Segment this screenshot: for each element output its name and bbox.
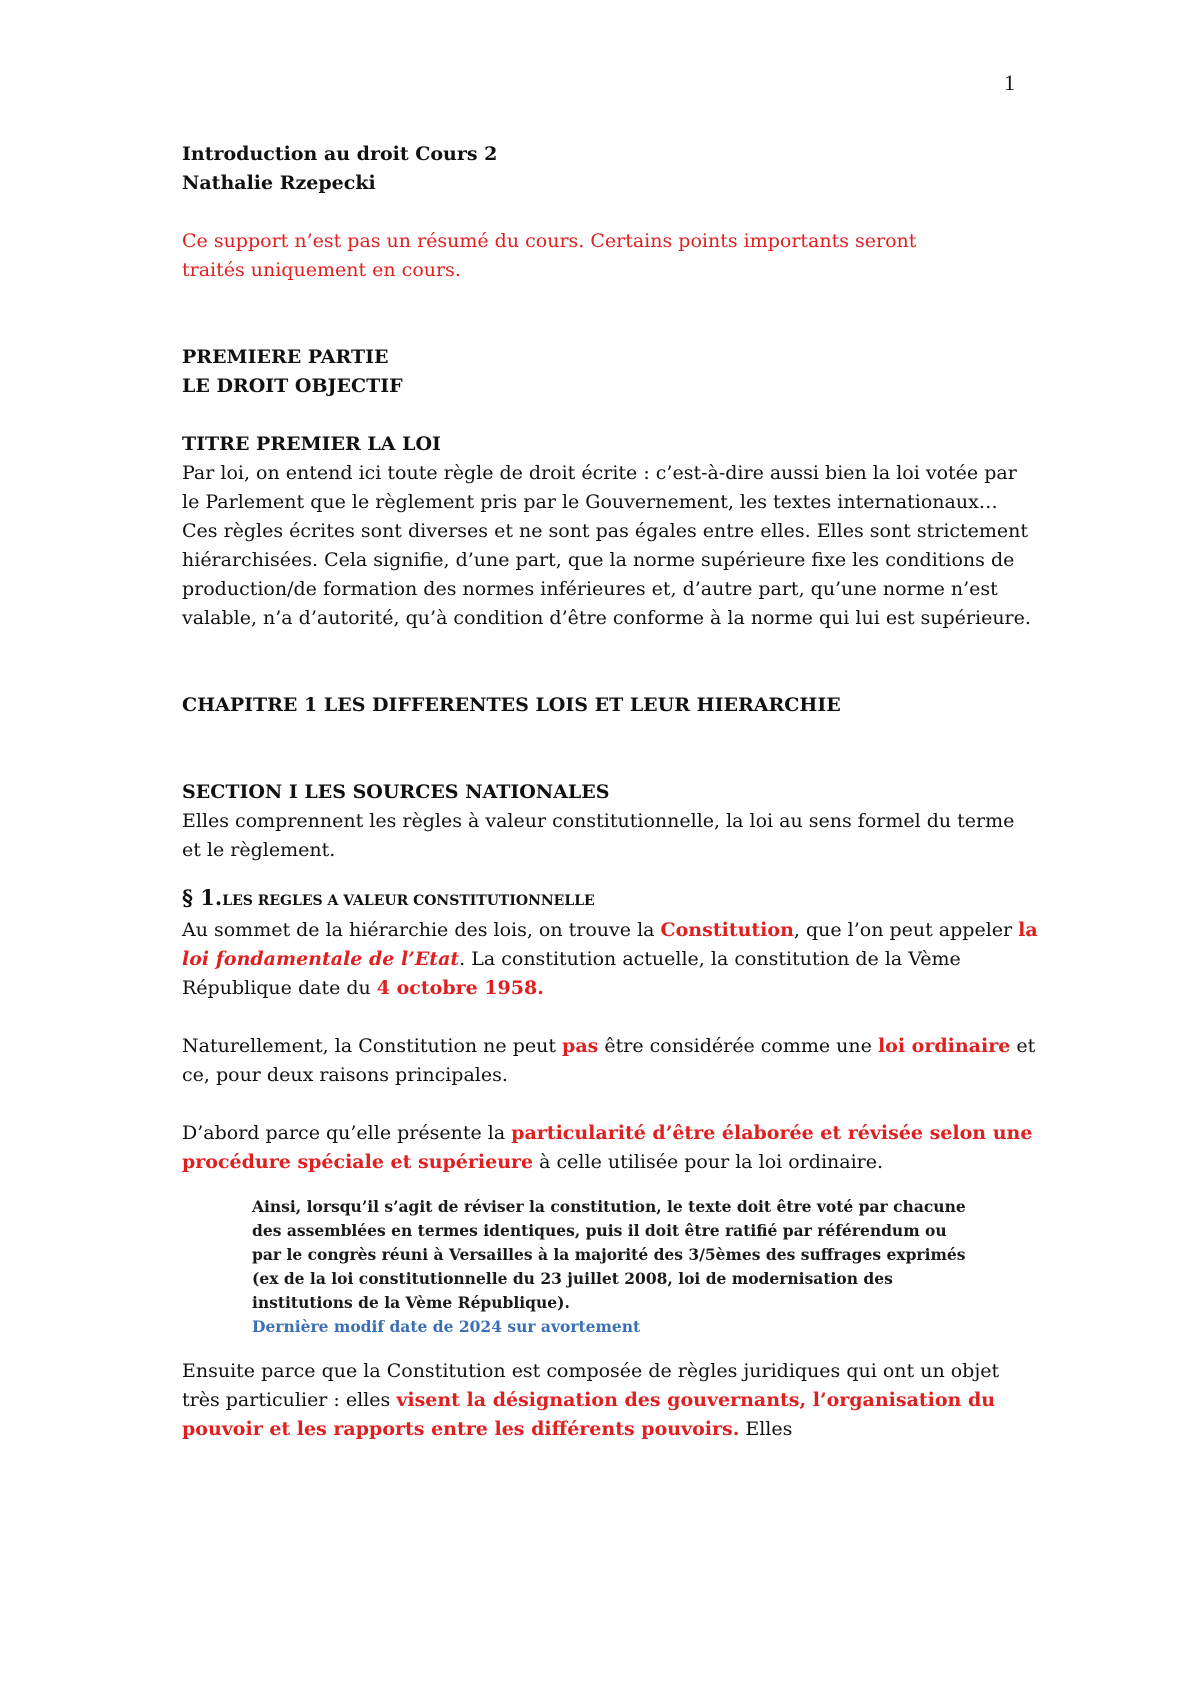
text-run: Naturellement, la Constitution ne peut — [182, 1035, 563, 1057]
paragraph-4-text — [182, 1357, 1038, 1444]
highlight-pas: pas — [562, 1035, 599, 1057]
highlight-objet: visent la désignation des gouvernants, l’organisation du pouvoir et les rapports entre les différents pouvoirs. — [182, 1389, 996, 1440]
paragraph-number: § 1. — [182, 885, 223, 910]
note-text: Ainsi, lorsqu’il s’agit de réviser la constitution, le texte doit être voté par chacune des assemblées en termes identiques, puis il doit être ratifié par référendum ou par le congrès réuni à Versailles à la majorité des 3/5èmes des suffrages exprimés (ex de la loi constitutionnelle du 23 juillet 2008, loi de modernisation des institutions de la Vème République). — [252, 1197, 966, 1312]
disclaimer-line-1: Ce support n’est pas un résumé du cours. Certains points importants seront — [182, 230, 917, 252]
paragraph-3-text — [182, 1119, 1038, 1177]
highlight-loi-ordinaire: loi ordinaire — [877, 1035, 1011, 1057]
highlight-loi-fondamentale: loi fondamentale de l’Etat — [182, 948, 460, 970]
highlight-date: 4 octobre 1958. — [376, 977, 544, 999]
text-run: D’abord parce qu’elle présente la — [182, 1122, 512, 1144]
paragraph-1-text — [182, 916, 1038, 1003]
text-run: Elles — [739, 1418, 793, 1440]
text-run: , que l’on peut appeler — [793, 919, 1019, 941]
note-blue-remark: Dernière modif date de 2024 sur avortement — [252, 1317, 641, 1336]
text-run: et ce, pour deux raisons principales. — [182, 1035, 1036, 1086]
highlight-constitution: Constitution — [660, 919, 794, 941]
highlight-la: la — [1018, 919, 1038, 941]
paragraph-1-heading — [182, 883, 1038, 916]
part-subtitle: LE DROIT OBJECTIF — [182, 375, 403, 397]
highlight-procedure: particularité d’être élaborée et révisée selon une procédure spéciale et supérieure — [182, 1122, 1033, 1173]
titre-paragraph-2: Ces règles écrites sont diverses et ne sont pas égales entre elles. Elles sont strictement hiérarchisées. Cela signifie, d’une part, que la norme supérieure fixe les conditions de production/de formation des normes inférieures et, d’autre part, qu’une norme n’est valable, n’a d’autorité, qu’à condition d’être conforme à la norme qui lui est supérieure. — [182, 520, 1031, 629]
paragraph-title: LES REGLES A VALEUR CONSTITUTIONNELLE — [222, 893, 595, 909]
text-run: à celle utilisée pour la loi ordinaire. — [533, 1151, 884, 1173]
part-title: PREMIERE PARTIE — [182, 346, 389, 368]
disclaimer-line-2: traités uniquement en cours. — [182, 259, 461, 281]
text-run: . La constitution actuelle, la constitution de la Vème République date du — [182, 948, 961, 999]
text-run: Au sommet de la hiérarchie des lois, on trouve la — [182, 919, 661, 941]
text-run: être considérée comme une — [598, 1035, 878, 1057]
section-heading: SECTION I LES SOURCES NATIONALES — [182, 781, 610, 803]
text-run: Ensuite parce que la Constitution est composée de règles juridiques qui ont un objet très particulier : elles — [182, 1360, 1000, 1411]
page-number: 1 — [1004, 70, 1015, 95]
document-body — [182, 140, 1038, 1444]
paragraph-2-text — [182, 1032, 1038, 1090]
titre-paragraph-1: Par loi, on entend ici toute règle de droit écrite : c’est-à-dire aussi bien la loi votée par le Parlement que le règlement pris par le Gouvernement, les textes internationaux… — [182, 462, 1017, 513]
indented-note — [252, 1195, 972, 1339]
titre-heading: TITRE PREMIER LA LOI — [182, 433, 441, 455]
section-text: Elles comprennent les règles à valeur constitutionnelle, la loi au sens formel du terme et le règlement. — [182, 810, 1015, 861]
course-title: Introduction au droit Cours 2 — [182, 143, 498, 165]
author-name: Nathalie Rzepecki — [182, 172, 376, 194]
chapitre-heading: CHAPITRE 1 LES DIFFERENTES LOIS ET LEUR HIERARCHIE — [182, 694, 841, 716]
